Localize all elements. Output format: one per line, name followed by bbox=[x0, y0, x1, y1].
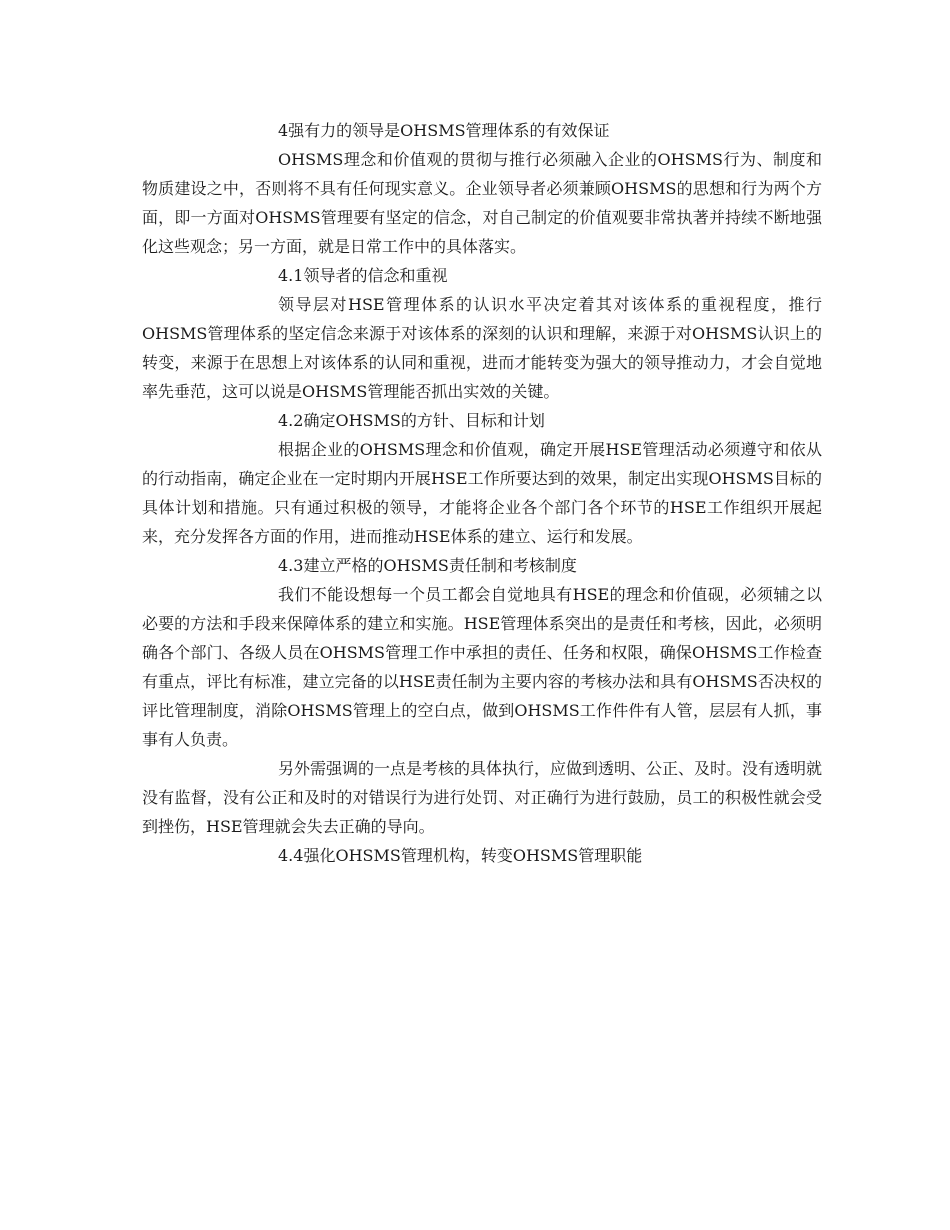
document-body bbox=[142, 116, 822, 870]
section-heading-4-3: 4.3建立严格的OHSMS责任制和考核制度 bbox=[278, 556, 577, 575]
section-heading-4: 4强有力的领导是OHSMS管理体系的有效保证 bbox=[278, 121, 610, 140]
section-heading-4-2: 4.2确定OHSMS的方针、目标和计划 bbox=[278, 411, 545, 430]
paragraph-4-3-b: 另外需强调的一点是考核的具体执行，应做到透明、公正、及时。没有透明就没有监督，没有公正和及时的对错误行为进行处罚、对正确行为进行鼓励，员工的积极性就会受到挫伤，HSE管理就会失去正确的导向。 bbox=[142, 759, 823, 836]
section-heading-4-1: 4.1领导者的信念和重视 bbox=[278, 266, 448, 285]
paragraph-4-intro: OHSMS理念和价值观的贯彻与推行必须融入企业的OHSMS行为、制度和物质建设之中，否则将不具有任何现实意义。企业领导者必须兼顾OHSMS的思想和行为两个方面，即一方面对OHSMS管理要有坚定的信念，对自己制定的价值观要非常执著并持续不断地强化这些观念；另一方面，就是日常工作中的具体落实。 bbox=[142, 150, 822, 256]
paragraph-4-2: 根据企业的OHSMS理念和价值观，确定开展HSE管理活动必须遵守和依从的行动指南，确定企业在一定时期内开展HSE工作所要达到的效果，制定出实现OHSMS目标的具体计划和措施。只有通过积极的领导，才能将企业各个部门各个环节的HSE工作组织开展起来，充分发挥各方面的作用，进而推动HSE体系的建立、运行和发展。 bbox=[142, 440, 822, 546]
paragraph-4-3-a: 我们不能设想每一个员工都会自觉地具有HSE的理念和价值砚，必须辅之以必要的方法和手段来保障体系的建立和实施。HSE管理体系突出的是责任和考核，因此，必须明确各个部门、各级人员在OHSMS管理工作中承担的责任、任务和权限，确保OHSMS工作检查有重点，评比有标准，建立完备的以HSE责任制为主要内容的考核办法和具有OHSMS否决权的评比管理制度，消除OHSMS管理上的空白点，做到OHSMS工作件件有人管，层层有人抓，事事有人负责。 bbox=[142, 585, 822, 749]
paragraph-4-1: 领导层对HSE管理体系的认识水平决定着其对该体系的重视程度，推行OHSMS管理体系的坚定信念来源于对该体系的深刻的认识和理解，来源于对OHSMS认识上的转变，来源于在思想上对该体系的认同和重视，进而才能转变为强大的领导推动力，才会自觉地率先垂范，这可以说是OHSMS管理能否抓出实效的关键。 bbox=[142, 295, 822, 401]
section-heading-4-4: 4.4强化OHSMS管理机构，转变OHSMS管理职能 bbox=[278, 846, 643, 865]
